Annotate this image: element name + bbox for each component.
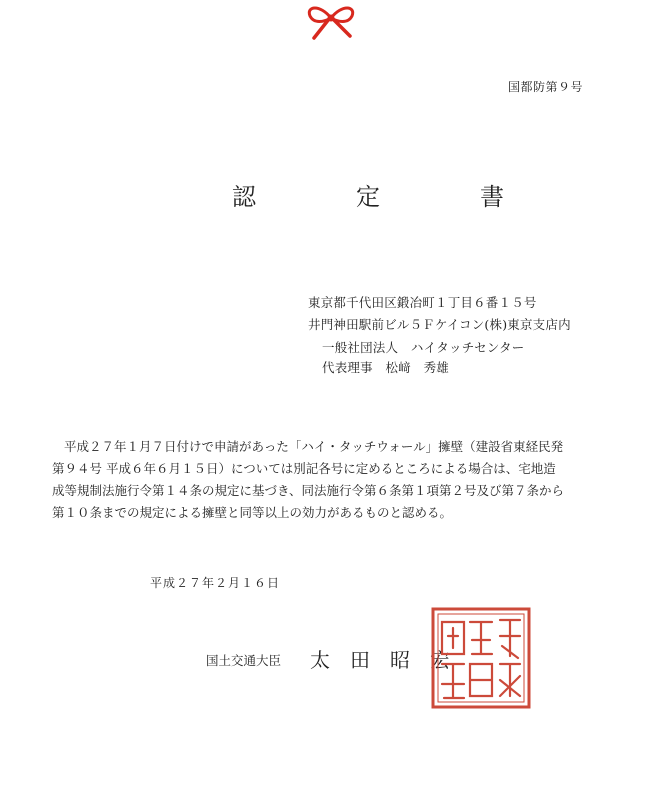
body-line: 成等規制法施行令第１４条の規定に基づき、同法施行令第６条第１項第２号及び第７条から xyxy=(52,483,565,498)
address-line-2: 井門神田駅前ビル５Ｆケイコン(株)東京支店内 xyxy=(308,317,571,332)
document-number: 国都防第９号 xyxy=(508,80,584,94)
body-line: 第９４号 平成６年６月１５日）については別記各号に定めるところによる場合は、宅地造 xyxy=(52,461,556,476)
issue-date: 平成２７年２月１６日 xyxy=(150,576,281,590)
issuer-title: 国土交通大臣 xyxy=(206,653,282,668)
organization-name: 一般社団法人 ハイタッチセンター xyxy=(322,340,525,355)
issuer-name: 太田昭宏 xyxy=(310,648,470,672)
certification-body xyxy=(52,436,572,524)
body-line: 平成２７年１月７日付けで申請があった「ハイ・タッチウォール」擁壁（建設省東経民発 xyxy=(64,439,564,454)
address-line-1: 東京都千代田区鍛冶町１丁目６番１５号 xyxy=(308,295,537,310)
document-title: 認 定 書 xyxy=(232,183,542,211)
ribbon-icon xyxy=(300,0,362,40)
official-seal-icon xyxy=(430,606,532,710)
body-line: 第１０条までの規定による擁壁と同等以上の効力があるものと認める。 xyxy=(52,505,453,520)
representative-name: 代表理事 松﨑 秀雄 xyxy=(322,360,450,375)
